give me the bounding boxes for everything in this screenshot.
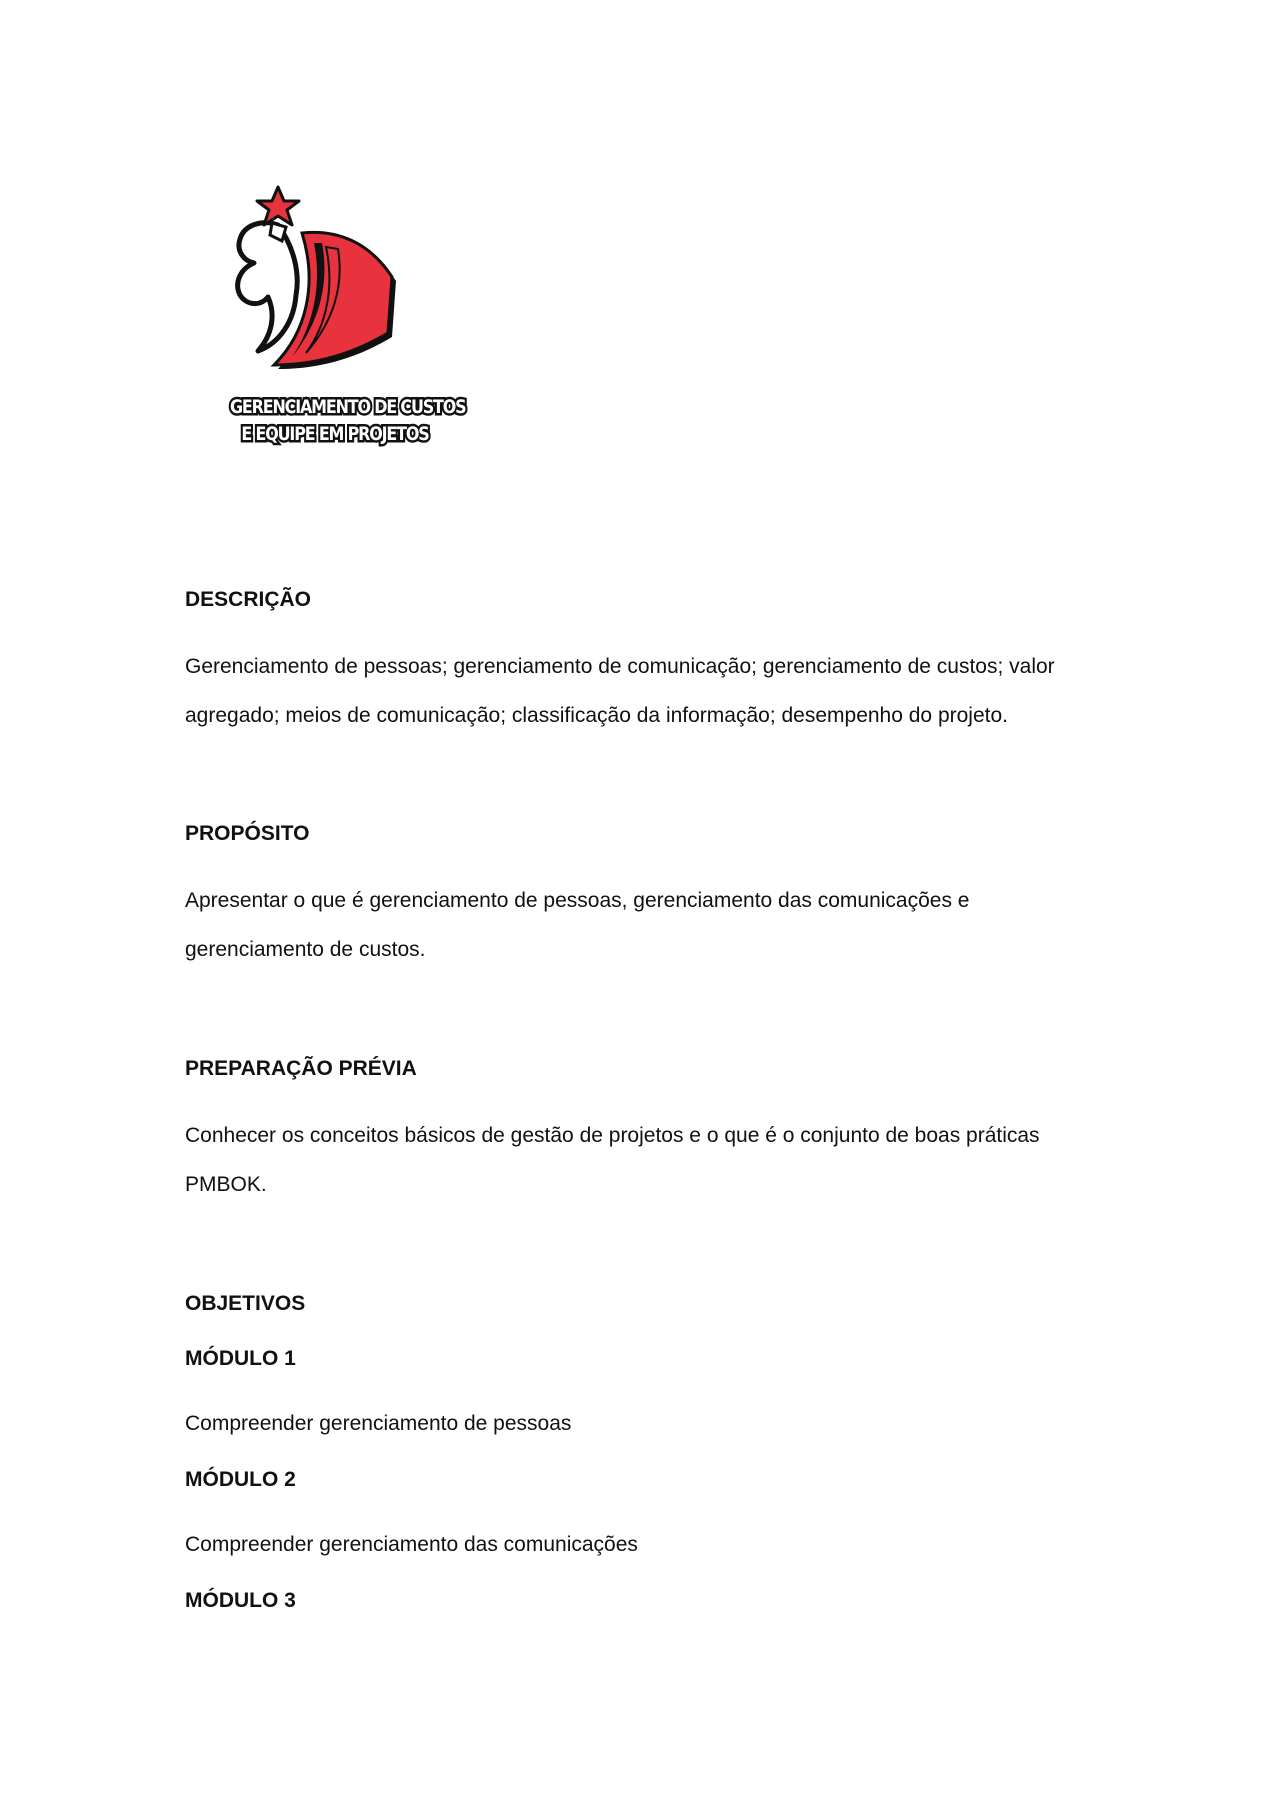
module-2-text: Compreender gerenciamento das comunicações — [185, 1533, 638, 1556]
preparacao-heading: PREPARAÇÃO PRÉVIA — [185, 1057, 417, 1080]
proposito-text: Apresentar o que é gerenciamento de pessoas, gerenciamento das comunicações e gerenciamento de custos. — [185, 889, 970, 961]
module-2-title: MÓDULO 2 — [185, 1468, 296, 1491]
proposito-heading: PROPÓSITO — [185, 822, 310, 845]
preparacao-text: Conhecer os conceitos básicos de gestão de projetos e o que é o conjunto de boas práticas PMBOK. — [185, 1124, 1040, 1196]
logo-title-line2: E EQUIPE EM PROJETOS — [241, 423, 429, 445]
course-logo — [210, 185, 466, 455]
module-3-title: MÓDULO 3 — [185, 1589, 296, 1612]
logo-title-line1: GERENCIAMENTO DE CUSTOS — [230, 396, 466, 418]
module-1-title: MÓDULO 1 — [185, 1347, 296, 1370]
descricao-text: Gerenciamento de pessoas; gerenciamento de comunicação; gerenciamento de custos; valor agregado; meios de comunicação; classificação da informação; desempenho do projeto. — [185, 655, 1055, 727]
module-1-text: Compreender gerenciamento de pessoas — [185, 1412, 572, 1435]
objetivos-heading: OBJETIVOS — [185, 1292, 306, 1315]
logo-emblem-icon — [210, 185, 460, 395]
descricao-heading: DESCRIÇÃO — [185, 588, 312, 611]
